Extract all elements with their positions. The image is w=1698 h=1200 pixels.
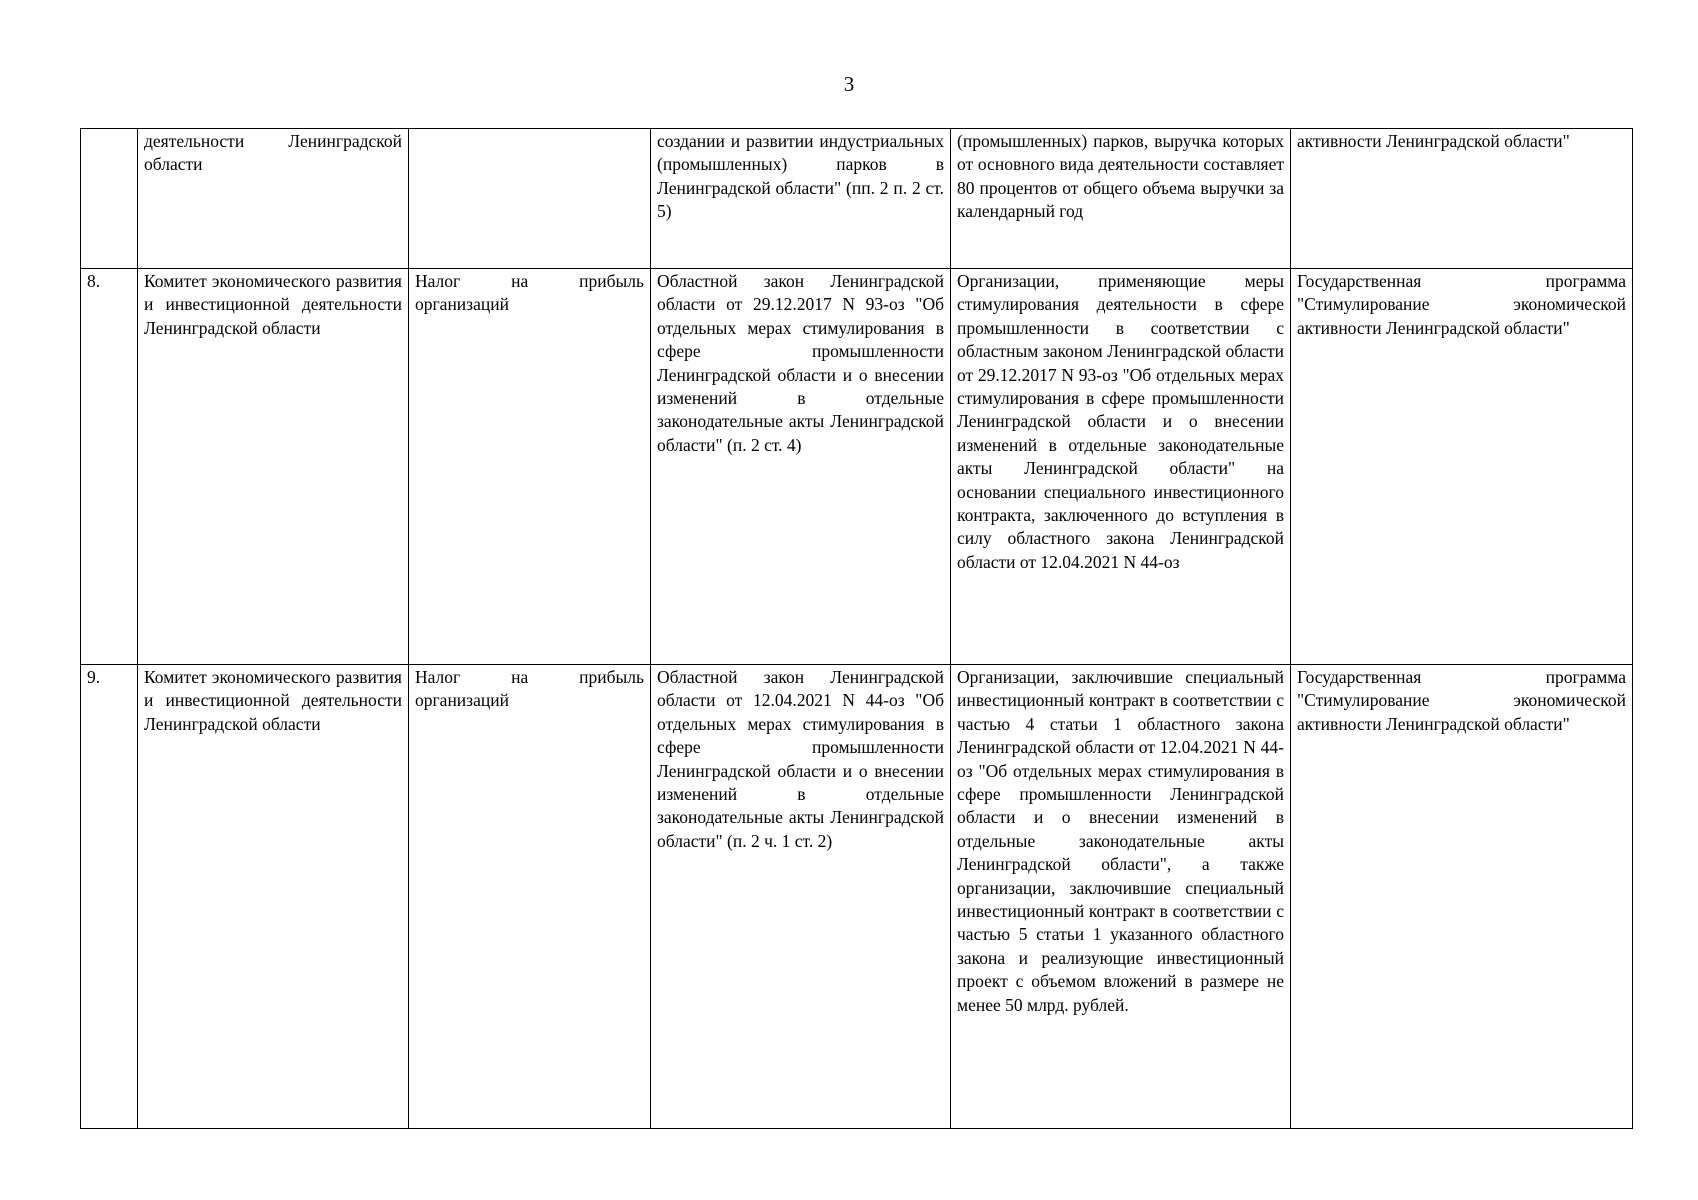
state-program-cell: Государственная программа "Стимулирование экономической активности Ленинградской области" — [1291, 665, 1633, 1129]
page-number: 3 — [843, 72, 855, 96]
curator-cell: Комитет экономического развития и инвестиционной деятельности Ленинградской области — [138, 269, 409, 665]
tax-benefits-table — [80, 128, 1633, 1129]
table-row-8 — [81, 269, 1633, 665]
table-row-9 — [81, 665, 1633, 1129]
row-number-cell: 8. — [81, 269, 138, 665]
state-program-cell: активности Ленинградской области" — [1291, 129, 1633, 269]
state-program-cell: Государственная программа "Стимулирование экономической активности Ленинградской области" — [1291, 269, 1633, 665]
row-number-cell: 9. — [81, 665, 138, 1129]
table-row-continuation — [81, 129, 1633, 269]
legal-act-cell: Областной закон Ленинградской области от 29.12.2017 N 93-оз "Об отдельных мерах стимулирования в сфере промышленности Ленинградской области и о внесении изменений в отдельные законодательные акты Ленинградской области" (п. 2 ст. 4) — [651, 269, 951, 665]
legal-act-cell: создании и развитии индустриальных (промышленных) парков в Ленинградской области" (пп. 2 п. 2 ст. 5) — [651, 129, 951, 269]
legal-act-cell: Областной закон Ленинградской области от 12.04.2021 N 44-оз "Об отдельных мерах стимулирования в сфере промышленности Ленинградской области и о внесении изменений в отдельные законодательные акты Ленинградской области" (п. 2 ч. 1 ст. 2) — [651, 665, 951, 1129]
curator-cell: Комитет экономического развития и инвестиционной деятельности Ленинградской области — [138, 665, 409, 1129]
tax-cell — [409, 129, 651, 269]
curator-cell: деятельности Ленинградской области — [138, 129, 409, 269]
taxpayer-category-cell: Организации, заключившие специальный инвестиционный контракт в соответствии с частью 4 статьи 1 областного закона Ленинградской области от 12.04.2021 N 44-оз "Об отдельных мерах стимулирования в сфере промышленности Ленинградской области и о внесении изменений в отдельные законодательные акты Ленинградской области", а также организации, заключившие специальный инвестиционный контракт в соответствии с частью 5 статьи 1 указанного областного закона и реализующие инвестиционный проект с объемом вложений в размере не менее 50 млрд. рублей. — [951, 665, 1291, 1129]
taxpayer-category-cell: (промышленных) парков, выручка которых от основного вида деятельности составляет 80 процентов от общего объема выручки за календарный год — [951, 129, 1291, 269]
tax-cell: Налог на прибыль организаций — [409, 665, 651, 1129]
taxpayer-category-cell: Организации, применяющие меры стимулирования деятельности в сфере промышленности в соответствии с областным законом Ленинградской области от 29.12.2017 N 93-оз "Об отдельных мерах стимулирования в сфере промышленности Ленинградской области и о внесении изменений в отдельные законодательные акты Ленинградской области" на основании специального инвестиционного контракта, заключенного до вступления в силу областного закона Ленинградской области от 12.04.2021 N 44-оз — [951, 269, 1291, 665]
row-number-cell — [81, 129, 138, 269]
tax-cell: Налог на прибыль организаций — [409, 269, 651, 665]
